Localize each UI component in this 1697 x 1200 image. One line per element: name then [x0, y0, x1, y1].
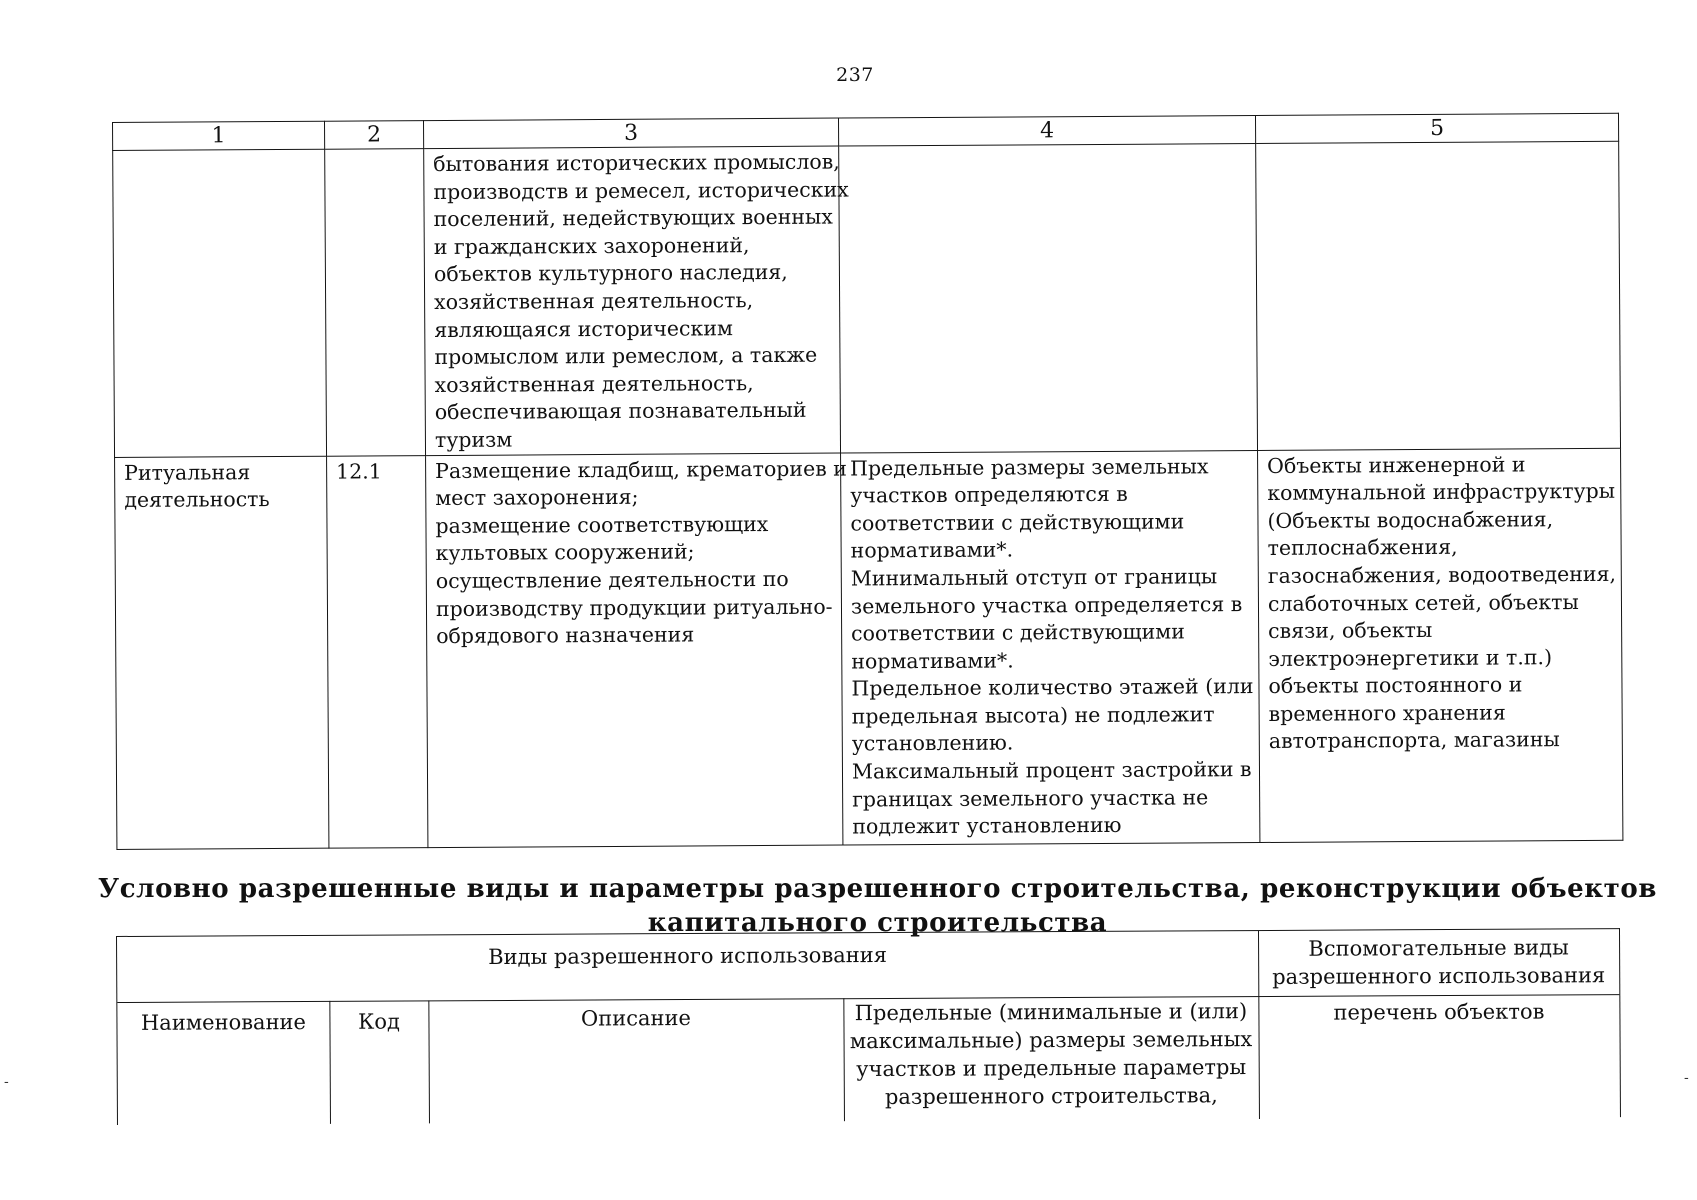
auxiliary-line: теплоснабжения, — [1267, 535, 1458, 561]
parameters-line: Минимальный отступ от границы — [850, 564, 1218, 591]
auxiliary-line: слаботочных сетей, объекты — [1267, 589, 1579, 616]
name-cell — [113, 149, 327, 457]
parameters-line: подлежит установлению — [852, 813, 1122, 839]
parameters-line: земельного участка определяется в — [850, 591, 1243, 618]
description-line: хозяйственная деятельность, — [434, 370, 754, 397]
description-line: промыслом или ремеслом, а также — [434, 342, 818, 370]
description-line: и гражданских захоронений, — [433, 232, 750, 259]
description-line: хозяйственная деятельность, — [434, 288, 754, 315]
column-number: 3 — [423, 118, 838, 149]
column-number: 5 — [1255, 113, 1618, 143]
auxiliary-header — [1258, 933, 1619, 991]
parameters-header-line: Предельные (минимальные и (или) — [854, 999, 1248, 1026]
section-title-line: Условно разрешенные виды и параметры разрешенного строительства, реконструкции объектов — [98, 874, 1657, 904]
auxiliary-line: (Объекты водоснабжения, — [1267, 506, 1554, 533]
auxiliary-line: электроэнергетики и т.п.) — [1268, 644, 1553, 671]
code-column-header: Код — [357, 1009, 400, 1034]
description-line: производств и ремесел, исторических — [433, 177, 849, 204]
description-line: поселений, недействующих военных — [433, 204, 833, 232]
description-line: Размещение кладбищ, крематориев и — [435, 456, 847, 483]
parameters-cell — [841, 450, 1260, 845]
scan-mark: - — [4, 1074, 9, 1090]
description-line: являющаяся историческим — [434, 315, 733, 342]
parameters-line: нормативами*. — [851, 648, 1014, 674]
description-line: обрядового назначения — [436, 622, 695, 649]
group-header: Виды разрешенного использования — [488, 942, 888, 970]
auxiliary-header-line: Вспомогательные виды — [1308, 935, 1569, 961]
description-cell — [424, 146, 849, 455]
description-line: туризм — [434, 427, 513, 452]
parameters-header-line: разрешенного строительства, — [884, 1083, 1218, 1109]
auxiliary-line: Объекты инженерной и — [1267, 451, 1526, 478]
parameters-header-line: участков и предельные параметры — [856, 1055, 1247, 1082]
parameters-column-header — [843, 997, 1259, 1111]
column-number: 2 — [324, 121, 423, 150]
auxiliary-line: объекты постоянного и — [1268, 672, 1523, 699]
parameters-line: предельная высота) не подлежит — [851, 702, 1215, 729]
parameters-cell — [839, 144, 1258, 453]
scan-mark: - — [1684, 1070, 1689, 1086]
auxiliary-line: автотранспорта, магазины — [1268, 727, 1560, 754]
code-cell: 12.1 — [327, 455, 428, 848]
auxiliary-cell — [1258, 448, 1623, 842]
parameters-line: Предельные размеры земельных — [850, 453, 1209, 481]
name-column-header: Наименование — [140, 1010, 307, 1035]
conditional-uses-table-header — [116, 928, 1621, 1125]
column-number: 4 — [838, 116, 1255, 147]
parameters-line: соответствии с действующими — [851, 619, 1185, 646]
description-line: осуществление деятельности по — [435, 566, 789, 593]
description-line: объектов культурного наследия, — [433, 260, 788, 287]
parameters-line: нормативами*. — [850, 537, 1014, 563]
description-line: культовых сооружений; — [435, 539, 695, 566]
parameters-line: границах земельного участка не — [852, 784, 1209, 812]
description-column-header: Описание — [580, 1005, 691, 1031]
section-title-line: капитального строительства — [647, 908, 1108, 938]
auxiliary-line: связи, объекты — [1268, 618, 1433, 644]
name-line: Ритуальная — [124, 459, 251, 485]
description-line: мест захоронения; — [435, 484, 639, 511]
description-line: производству продукции ритуально- — [435, 594, 833, 621]
parameters-line: установлению. — [851, 730, 1014, 756]
description-line: бытования исторических промыслов, — [433, 149, 840, 177]
auxiliary-line: коммунальной инфраструктуры — [1267, 478, 1616, 506]
name-line: деятельность — [124, 487, 270, 513]
parameters-line: соответствии с действующими — [850, 509, 1185, 536]
auxiliary-cell — [1256, 141, 1621, 450]
column-number: 1 — [113, 121, 325, 150]
permitted-uses-table — [112, 113, 1623, 850]
auxiliary-line: временного хранения — [1268, 700, 1506, 726]
description-cell — [426, 453, 847, 848]
table-row — [115, 448, 1623, 849]
auxiliary-line: газоснабжения, водоотведения, — [1267, 561, 1617, 588]
code-cell — [325, 149, 426, 456]
description-line: размещение соответствующих — [435, 511, 769, 538]
auxiliary-header-line: разрешенного использования — [1272, 963, 1606, 989]
description-line: обеспечивающая познавательный — [434, 398, 807, 425]
parameters-line: участков определяются в — [850, 481, 1128, 508]
table-row — [113, 141, 1621, 457]
name-cell — [115, 456, 329, 849]
parameters-line: Предельное количество этажей (или — [851, 674, 1254, 701]
objects-column-header: перечень объектов — [1333, 999, 1545, 1025]
parameters-line: Максимальный процент застройки в — [851, 757, 1252, 784]
page-number: 237 — [836, 64, 874, 86]
parameters-header-line: максимальные) размеры земельных — [849, 1027, 1253, 1054]
